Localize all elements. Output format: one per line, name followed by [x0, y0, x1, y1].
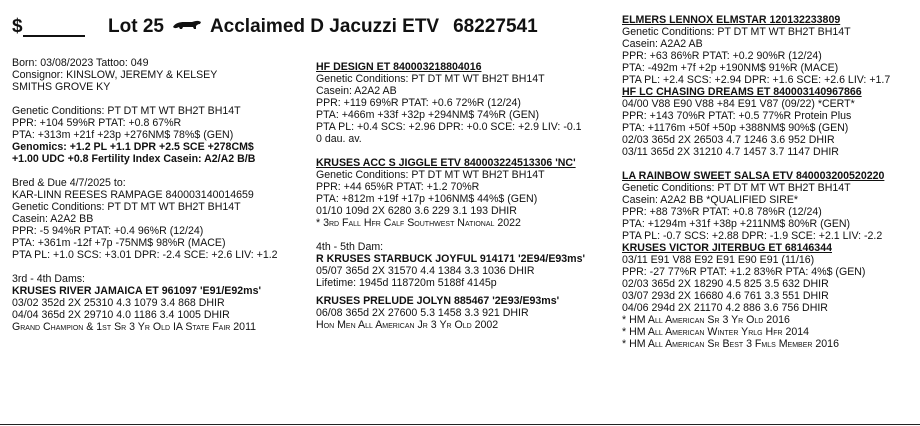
fifth-dam-award: Hon Men All American Jr 3 Yr Old 2002 — [316, 319, 499, 331]
hf-casein: Casein: A2A2 AB — [316, 85, 397, 97]
dams-34-title: 3rd - 4th Dams: — [12, 273, 86, 285]
chase-record-2: 03/11 365d 2X 31210 4.7 1457 3.7 1147 DHIR — [622, 146, 839, 158]
bottom-divider — [0, 424, 920, 425]
fourth-dam-lifetime: Lifetime: 1945d 118720m 5188f 4145p — [316, 277, 497, 289]
pta: PTA: +313m +21f +23p +276NM$ 78%$ (GEN) — [12, 129, 234, 141]
jiggle-ppr: PPR: +44 65%R PTAT: +1.2 70%R — [316, 181, 480, 193]
genomics-line2: +1.00 UDC +0.8 Fertility Index Casein: A2/A2 B/B — [12, 153, 256, 165]
registration-number: 68227541 — [453, 16, 538, 37]
bred-due: Bred & Due 4/7/2025 to: — [12, 177, 126, 189]
rain-genetic: Genetic Conditions: PT DT MT WT BH2T BH14T — [622, 182, 851, 194]
right-column — [622, 14, 916, 350]
elm-casein: Casein: A2A2 AB — [622, 38, 703, 50]
cow-silhouette-icon — [172, 16, 202, 38]
genetic-conditions: Genetic Conditions: PT DT MT WT BH2T BH14T — [12, 105, 241, 117]
location: SMITHS GROVE KY — [12, 81, 111, 93]
dam-victor-jiterbug: KRUSES VICTOR JITERBUG ET 68146344 — [622, 242, 832, 254]
sire-ppr: PPR: -5 94%R PTAT: +0.4 96%R (12/24) — [12, 225, 204, 237]
fourth-dam-record: 05/07 365d 2X 31570 4.4 1384 3.3 1036 DHIR — [316, 265, 535, 277]
rain-pta-pl: PTA PL: -0.7 SCS: +2.88 DPR: -1.9 SCE: +2.1 LIV: -2.2 — [622, 230, 883, 242]
consignor: Consignor: KINSLOW, JEREMY & KELSEY — [12, 69, 218, 81]
rain-pta: PTA: +1294m +31f +38p +211NM$ 80%R (GEN) — [622, 218, 851, 230]
jiggle-award: * 3rd Fall Hfr Calf Southwest National 2022 — [316, 217, 521, 229]
vic-record-2: 03/07 293d 2X 16680 4.6 761 3.3 551 DHIR — [622, 290, 829, 302]
dams-45-title: 4th - 5th Dam: — [316, 241, 384, 253]
rain-ppr: PPR: +88 73%R PTAT: +0.8 78%R (12/24) — [622, 206, 822, 218]
hf-pta-pl: PTA PL: +0.4 SCS: +2.96 DPR: +0.0 SCE: +2.9 LIV: -0.1 — [316, 121, 582, 133]
service-sire: KAR-LINN REESES RAMPAGE 840003140014659 — [12, 189, 254, 201]
jiggle-genetic: Genetic Conditions: PT DT MT WT BH2T BH14T — [316, 169, 545, 181]
vic-record-3: 04/06 294d 2X 21170 4.2 886 3.6 756 DHIR — [622, 302, 828, 314]
ppr: PPR: +104 59%R PTAT: +0.8 67%R — [12, 117, 182, 129]
chase-pta: PTA: +1176m +50f +50p +388NM$ 90%$ (GEN) — [622, 122, 849, 134]
third-dam-record-2: 04/04 365d 2X 29710 4.0 1186 3.4 1005 DHIR — [12, 309, 230, 321]
elm-pta-pl: PTA PL: +2.4 SCS: +2.94 DPR: +1.6 SCE: +2.6 LIV: +1.7 — [622, 74, 891, 86]
dam-chasing-dreams: HF LC CHASING DREAMS ET 840003140967866 — [622, 86, 862, 98]
lot-number: Lot 25 — [108, 16, 164, 37]
vic-ppr: PPR: -27 77%R PTAT: +1.2 83%R PTA: 4%$ (GEN) — [622, 266, 866, 278]
fifth-dam-record: 06/08 365d 2X 27600 5.3 1458 3.3 921 DHIR — [316, 307, 529, 319]
sire-pta-pl: PTA PL: +1.0 SCS: +3.01 DPR: -2.4 SCE: +2.6 LIV: +1.2 — [12, 249, 278, 261]
sire-casein: Casein: A2A2 BB — [12, 213, 94, 225]
third-dam-award: Grand Champion & 1st Sr 3 Yr Old IA State Fair 2011 — [12, 321, 257, 333]
chase-classification: 04/00 V88 E90 V88 +84 E91 V87 (09/22) *CERT* — [622, 98, 855, 110]
third-dam-name: KRUSES RIVER JAMAICA ET 961097 'E91/E92ms' — [12, 285, 261, 297]
price-blank: $ — [12, 16, 90, 38]
vic-record-1: 02/03 365d 2X 18290 4.5 825 3.5 632 DHIR — [622, 278, 829, 290]
dam-jiggle: KRUSES ACC S JIGGLE ETV 840003224513306 'NC' — [316, 157, 576, 169]
vic-classification: 03/11 E91 V88 E92 E91 E90 E91 (11/16) — [622, 254, 815, 266]
vic-award-2: * HM All American Winter Yrlg Hfr 2014 — [622, 326, 810, 338]
chase-record-1: 02/03 365d 2X 26503 4.7 1246 3.6 952 DHIR — [622, 134, 835, 146]
sire-elmstar: ELMERS LENNOX ELMSTAR 120132233809 — [622, 14, 841, 26]
elm-ppr: PPR: +63 86%R PTAT: +0.2 90%R (12/24) — [622, 50, 822, 62]
chase-ppr: PPR: +143 70%R PTAT: +0.5 77%R Protein Plus — [622, 110, 852, 122]
rain-casein: Casein: A2A2 BB *QUALIFIED SIRE* — [622, 194, 799, 206]
elm-pta: PTA: -492m +7f +2p +190NM$ 91%R (MACE) — [622, 62, 839, 74]
fourth-dam-name: R KRUSES STARBUCK JOYFUL 914171 '2E94/E93ms' — [316, 253, 586, 265]
middle-column — [316, 61, 612, 331]
hf-genetic: Genetic Conditions: PT DT MT WT BH2T BH14T — [316, 73, 545, 85]
fifth-dam-name: KRUSES PRELUDE JOLYN 885467 '2E93/E93ms' — [316, 295, 560, 307]
hf-daughters: 0 dau. av. — [316, 133, 362, 145]
genomics-line1: Genomics: +1.2 PL +1.1 DPR +2.5 SCE +278CM$ — [12, 141, 254, 153]
hf-ppr: PPR: +119 69%R PTAT: +0.6 72%R (12/24) — [316, 97, 521, 109]
jiggle-pta: PTA: +812m +19f +17p +106NM$ 44%$ (GEN) — [316, 193, 538, 205]
sire-pta: PTA: +361m -12f +7p -75NM$ 98%R (MACE) — [12, 237, 226, 249]
price-line — [23, 35, 85, 37]
sire-rainbow: LA RAINBOW SWEET SALSA ETV 840003200520220 — [622, 170, 885, 182]
sire-hf-design: HF DESIGN ET 840003218804016 — [316, 61, 482, 73]
vic-award-1: * HM All American Sr 3 Yr Old 2016 — [622, 314, 790, 326]
hf-pta: PTA: +466m +33f +32p +294NM$ 74%R (GEN) — [316, 109, 539, 121]
lot-header — [12, 12, 538, 42]
jiggle-record: 01/10 109d 2X 6280 3.6 229 3.1 193 DHIR — [316, 205, 517, 217]
born-tattoo: Born: 03/08/2023 Tattoo: 049 — [12, 57, 149, 69]
vic-award-3: * HM All American Sr Best 3 Fmls Member 2016 — [622, 338, 839, 350]
left-column — [12, 57, 304, 333]
third-dam-record-1: 03/02 352d 2X 25310 4.3 1079 3.4 868 DHIR — [12, 297, 225, 309]
animal-name: Acclaimed D Jacuzzi ETV — [209, 16, 440, 37]
elm-genetic: Genetic Conditions: PT DT MT WT BH2T BH14T — [622, 26, 851, 38]
sire-genetic: Genetic Conditions: PT DT MT WT BH2T BH14T — [12, 201, 241, 213]
